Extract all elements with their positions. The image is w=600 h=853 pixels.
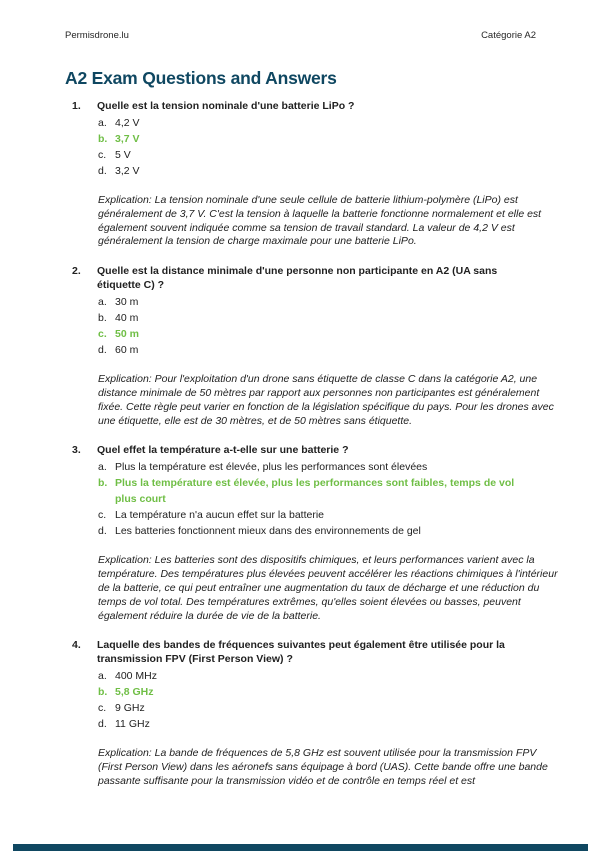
option-letter: c.	[98, 509, 107, 522]
question-number: 2.	[72, 265, 81, 278]
answer-option	[65, 342, 536, 358]
option-text: 50 m	[115, 328, 139, 341]
question-heading	[65, 264, 536, 292]
options-list	[65, 115, 536, 179]
answer-option	[65, 507, 536, 523]
option-letter: c.	[98, 149, 107, 161]
answer-option	[65, 294, 536, 310]
answer-option	[65, 310, 536, 326]
answer-option	[65, 147, 536, 163]
answer-option	[65, 459, 536, 475]
option-text: 3,2 V	[115, 165, 140, 177]
question-text: Quel effet la température a-t-elle sur une batterie ?	[97, 444, 349, 457]
question-block-3	[65, 443, 558, 623]
page-header	[65, 30, 536, 42]
explanation-text: Explication: Pour l'exploitation d'un drone sans étiquette de classe C dans la catégorie A2, une distance minimale de 50 mètres par rapport aux personnes non participantes est généralement fixée. Cette règle peut varier en fonction de la législation spécifique du pays. Pour les drones avec une étiquette, elle est de 30 mètres, et de 50 mètres sans étiquette.	[98, 373, 554, 427]
option-letter: d.	[98, 525, 107, 538]
option-text: Plus la température est élevée, plus les performances sont élevées	[115, 461, 428, 474]
header-right-text: Catégorie A2	[481, 30, 536, 41]
answer-option	[65, 716, 536, 732]
option-letter: a.	[98, 296, 107, 309]
answer-option	[65, 668, 536, 684]
question-text: Laquelle des bandes de fréquences suivantes peut également être utilisée pour la transmission FPV (First Person View) ?	[97, 639, 505, 666]
explanation-text: Explication: La bande de fréquences de 5,8 GHz est souvent utilisée pour la transmission FPV (First Person View) dans les aéronefs sans équipage à bord (UAS). Cette bande offre une bande passante suffisante pour la transmission vidéo et de contrôle en temps réel et est	[98, 747, 548, 787]
answer-option	[65, 523, 536, 539]
option-text: Plus la température est élevée, plus les performances sont faibles, temps de vol plus court	[115, 477, 515, 506]
option-letter: b.	[98, 686, 108, 699]
question-text: Quelle est la distance minimale d'une personne non participante en A2 (UA sans étiquette C) ?	[97, 265, 498, 292]
option-text: 11 GHz	[115, 718, 150, 731]
option-letter: d.	[98, 344, 107, 357]
option-letter: d.	[98, 165, 107, 177]
option-text: 30 m	[115, 296, 139, 309]
answer-option	[65, 684, 536, 700]
options-list	[65, 459, 536, 539]
option-text: 60 m	[115, 344, 139, 357]
option-letter: b.	[98, 133, 108, 145]
question-block-2	[65, 264, 554, 428]
option-text: 40 m	[115, 312, 139, 325]
question-text: Quelle est la tension nominale d'une batterie LiPo ?	[97, 100, 355, 112]
question-block-4	[65, 638, 548, 788]
option-text: La température n'a aucun effet sur la batterie	[115, 509, 325, 522]
option-letter: b.	[98, 477, 108, 490]
option-text: Les batteries fonctionnent mieux dans des environnements de gel	[115, 525, 421, 538]
option-text: 4,2 V	[115, 117, 140, 129]
option-letter: a.	[98, 461, 107, 474]
option-letter: c.	[98, 328, 107, 341]
question-heading	[65, 99, 536, 113]
option-text: 3,7 V	[115, 133, 140, 145]
option-text: 5,8 GHz	[115, 686, 154, 699]
options-list	[65, 668, 536, 732]
option-text: 9 GHz	[115, 702, 145, 715]
answer-option	[65, 115, 536, 131]
option-letter: b.	[98, 312, 107, 325]
answer-option	[65, 326, 536, 342]
explanation-text: Explication: Les batteries sont des dispositifs chimiques, et leurs performances varient avec la température. Des températures plus élevées peuvent accélérer les réactions chimiques à l'intérieur de la batterie, ce qui peut entraîner une augmentation du taux de décharge et une réduction du temps de vol total. Des températures extrêmes, qu'elles soient élevées ou basses, peuvent également réduire la durée de vie de la batterie.	[98, 554, 558, 622]
question-heading	[65, 638, 536, 666]
option-letter: d.	[98, 718, 107, 731]
option-text: 400 MHz	[115, 670, 158, 683]
header-left-text: Permisdrone.lu	[65, 30, 129, 41]
answer-option	[65, 700, 536, 716]
footer-bar	[13, 844, 588, 851]
question-number: 1.	[72, 100, 81, 112]
question-number: 3.	[72, 444, 81, 457]
page-title: A2 Exam Questions and Answers	[65, 68, 337, 88]
option-letter: a.	[98, 117, 107, 129]
question-heading	[65, 443, 536, 457]
option-letter: c.	[98, 702, 107, 715]
option-text: 5 V	[115, 149, 131, 161]
answer-option	[65, 163, 536, 179]
explanation-text: Explication: La tension nominale d'une seule cellule de batterie lithium-polymère (LiPo) est généralement de 3,7 V. C'est la tension à laquelle la batterie fonctionne normalement et elle est également souvent indiquée comme sa tension de travail standard. La valeur de 4,2 V est généralement la tension de charge maximale pour une batterie LiPo.	[98, 194, 542, 248]
question-number: 4.	[72, 639, 81, 652]
answer-option	[65, 131, 536, 147]
question-block-1	[65, 99, 542, 249]
answer-option	[65, 475, 536, 507]
option-letter: a.	[98, 670, 107, 683]
options-list	[65, 294, 536, 358]
